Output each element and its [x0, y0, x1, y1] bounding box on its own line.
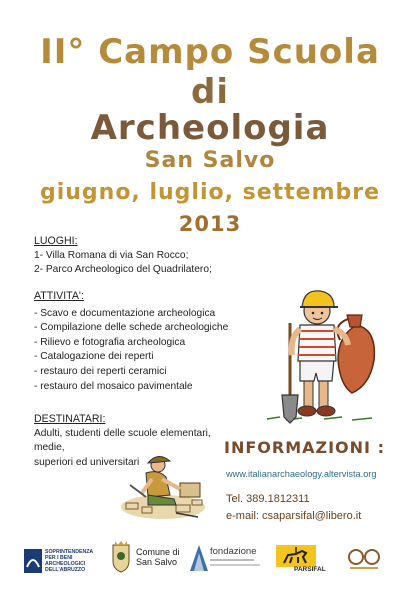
- informazioni-heading: INFORMAZIONI :: [224, 438, 385, 457]
- months-title: giugno, luglio, settembre: [39, 180, 381, 205]
- attivita-item: - restauro del mosaico pavimentale: [34, 380, 193, 392]
- comune-label: Comune di: [136, 547, 180, 557]
- attivita-item: - Catalogazione dei reperti: [34, 351, 154, 363]
- location-title: San Salvo: [144, 148, 276, 173]
- attivita-item: - Scavo e documentazione archeologica: [34, 307, 216, 319]
- luoghi-section: [34, 234, 234, 278]
- comune-logo: [110, 539, 186, 579]
- year-title: 2013: [178, 212, 242, 236]
- title-line-2: di: [191, 72, 229, 112]
- parsifal-label: PARSIFAL: [294, 566, 326, 573]
- website-link[interactable]: www.italianarchaeology.altervista.org: [226, 469, 377, 479]
- attivita-item: - Compilazione delle schede archeologiche: [34, 322, 229, 334]
- luoghi-item: 1- Villa Romana di via San Rocco;: [34, 249, 189, 261]
- soprintendenza-line: PER I BENI: [45, 555, 73, 561]
- luoghi-heading: LUOGHI:: [34, 235, 78, 247]
- fondazione-logo: [190, 543, 268, 577]
- fondazione-label: fondazione: [210, 546, 257, 557]
- fondazione-emblem-icon: [190, 545, 208, 571]
- archaeology-group-logo: [346, 545, 386, 573]
- attivita-item: - Rilievo e fotografia archeologica: [34, 336, 186, 348]
- coat-of-arms-icon: [110, 541, 132, 573]
- comune-name: San Salvo: [136, 557, 178, 567]
- attivita-section: [34, 289, 244, 394]
- sponsor-logos: [0, 537, 420, 597]
- telephone-number: Tel. 389.1812311: [226, 493, 310, 505]
- attivita-item: - restauro dei reperti ceramici: [34, 365, 167, 377]
- destinatari-line: Adulti, studenti delle scuole elementari, medie,: [34, 427, 211, 454]
- destinatari-heading: DESTINATARI:: [34, 413, 106, 425]
- soprintendenza-line: SOPRINTENDENZA: [45, 549, 94, 555]
- title-line-1: II° Campo Scuola: [40, 32, 380, 72]
- archaeology-emblem-icon: [346, 545, 382, 571]
- luoghi-item: 2- Parco Archeologico del Quadrilatero;: [34, 264, 212, 276]
- email-address[interactable]: e-mail: csaparsifal@libero.it: [226, 510, 362, 522]
- child-archaeologist-illustration: [262, 285, 387, 425]
- soprintendenza-line: DELL'ABRUZZO: [45, 567, 86, 573]
- soprintendenza-logo: [24, 547, 106, 575]
- destinatari-line: superiori ed universitari: [34, 456, 140, 468]
- soprintendenza-emblem-icon: [24, 549, 42, 573]
- knight-horse-icon: [276, 545, 316, 567]
- title-line-3: Archeologia: [90, 108, 330, 148]
- attivita-heading: ATTIVITA':: [34, 290, 84, 302]
- soprintendenza-line: ARCHEOLOGICI: [45, 561, 86, 567]
- parsifal-logo: [276, 545, 338, 575]
- excavator-illustration: [118, 445, 213, 525]
